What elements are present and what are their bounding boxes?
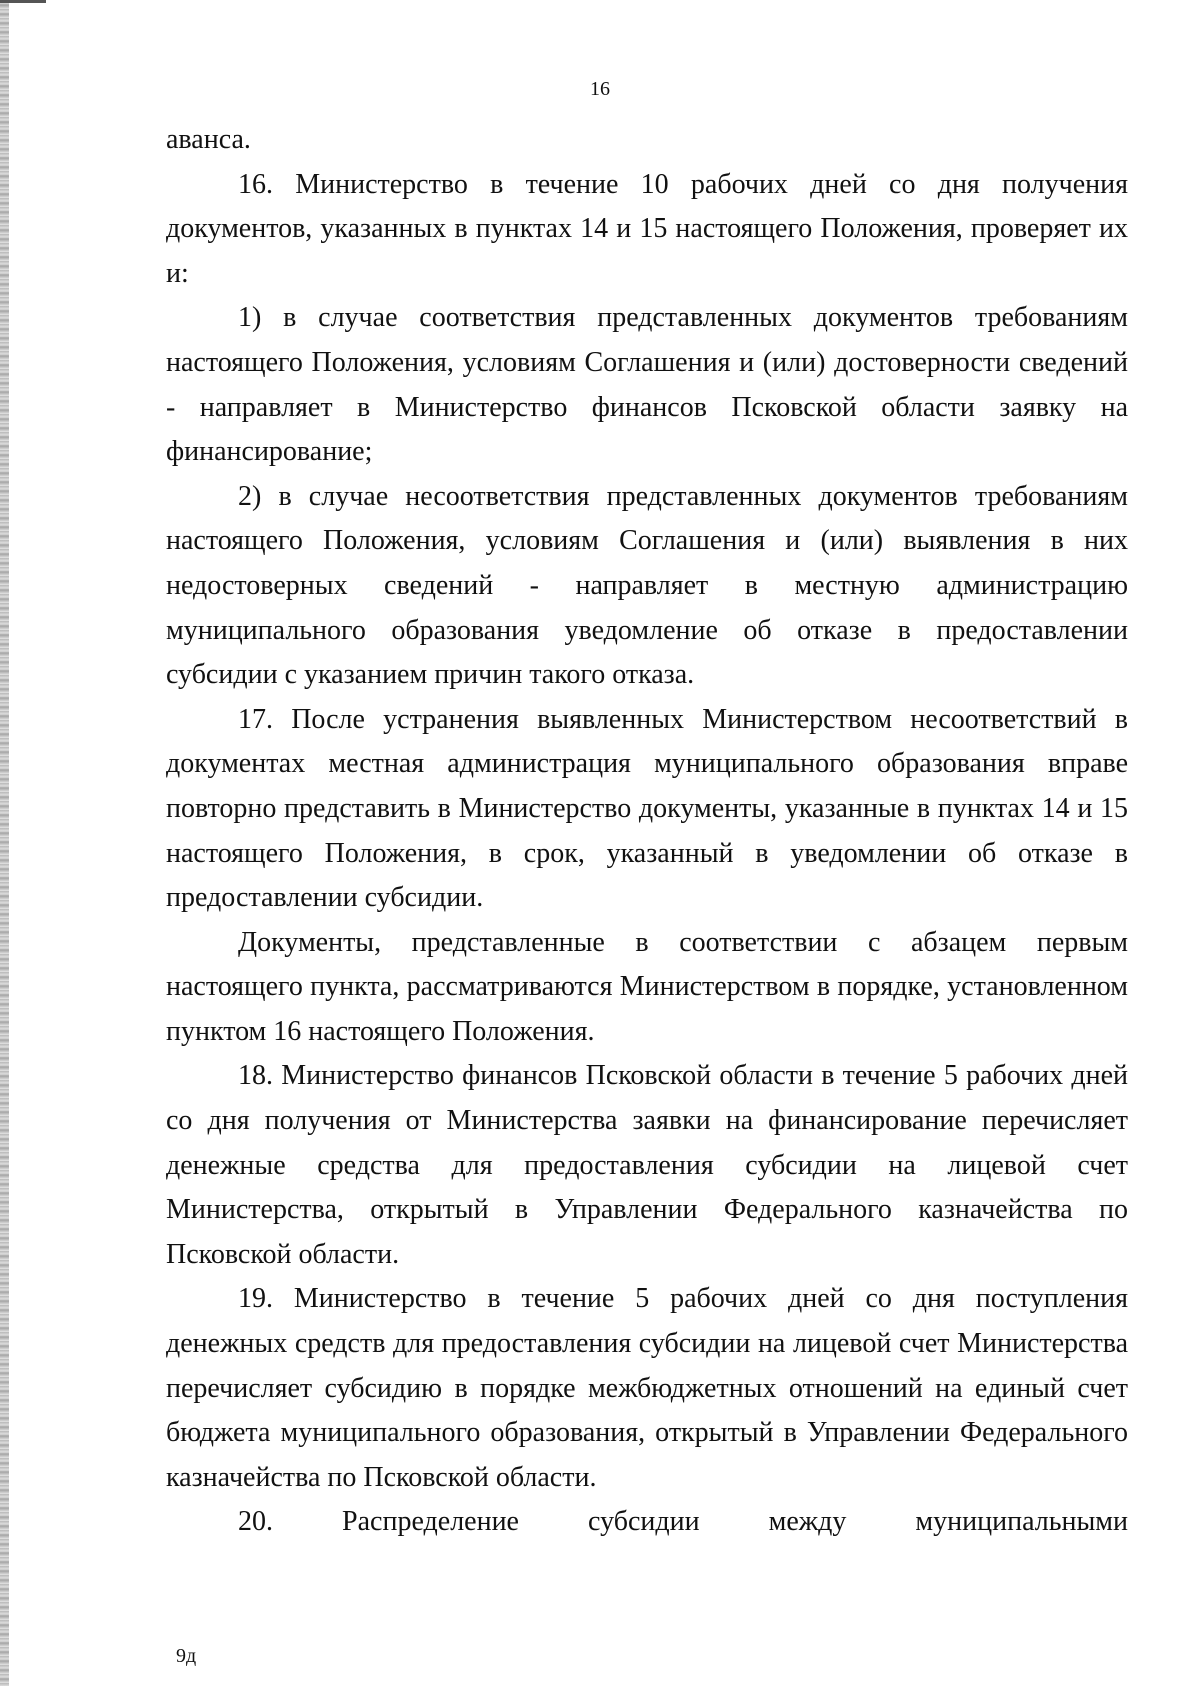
scan-edge-shadow [0, 0, 9, 1686]
paragraph-item-17-second: Документы, представленные в соответствии с абзацем первым настоящего пункта, рассматриваются Министерством в порядке, установленном пунктом 16 настоящего Положения. [166, 926, 1128, 1047]
document-body [166, 118, 1128, 1545]
scan-corner-mark [0, 0, 46, 3]
paragraph-continuation: аванса. [166, 124, 251, 155]
paragraph-subitem-2: 2) в случае несоответствия представленных документов требованиям настоящего Положения, условиям Соглашения и (или) выявления в них недостоверных сведений - направляет в местную администрацию муниципального образования уведомление об отказе в предоставлении субсидии с указанием причин такого отказа. [166, 480, 1128, 691]
paragraph-item-17: 17. После устранения выявленных Министерством несоответствий в документах местная администрация муниципального образования вправе повторно представить в Министерство документы, указанные в пунктах 14 и 15 настоящего Положения, в срок, указанный в уведомлении об отказе в предоставлении субсидии. [166, 703, 1128, 914]
paragraph-item-18: 18. Министерство финансов Псковской области в течение 5 рабочих дней со дня получения от Министерства заявки на финансирование перечисляет денежные средства для предоставления субсидии на лицевой счет Министерства, открытый в Управлении Федерального казначейства по Псковской области. [166, 1060, 1128, 1270]
paragraph-item-20: 20. Распределение субсидии между муниципальными [238, 1506, 1128, 1538]
paragraph-subitem-1: 1) в случае соответствия представленных документов требованиям настоящего Положения, условиям Соглашения и (или) достоверности сведений - направляет в Министерство финансов Псковской области заявку на финансирование; [166, 302, 1128, 468]
footer-code: 9д [176, 1645, 197, 1667]
paragraph-item-16: 16. Министерство в течение 10 рабочих дней со дня получения документов, указанных в пунктах 14 и 15 настоящего Положения, проверяет их и: [166, 168, 1128, 289]
paragraph-item-19: 19. Министерство в течение 5 рабочих дней со дня поступления денежных средств для предоставления субсидии на лицевой счет Министерства перечисляет субсидию в порядке межбюджетных отношений на единый счет бюджета муниципального образования, открытый в Управлении Федерального казначейства по Псковской области. [166, 1283, 1128, 1493]
page-number: 16 [590, 78, 610, 100]
